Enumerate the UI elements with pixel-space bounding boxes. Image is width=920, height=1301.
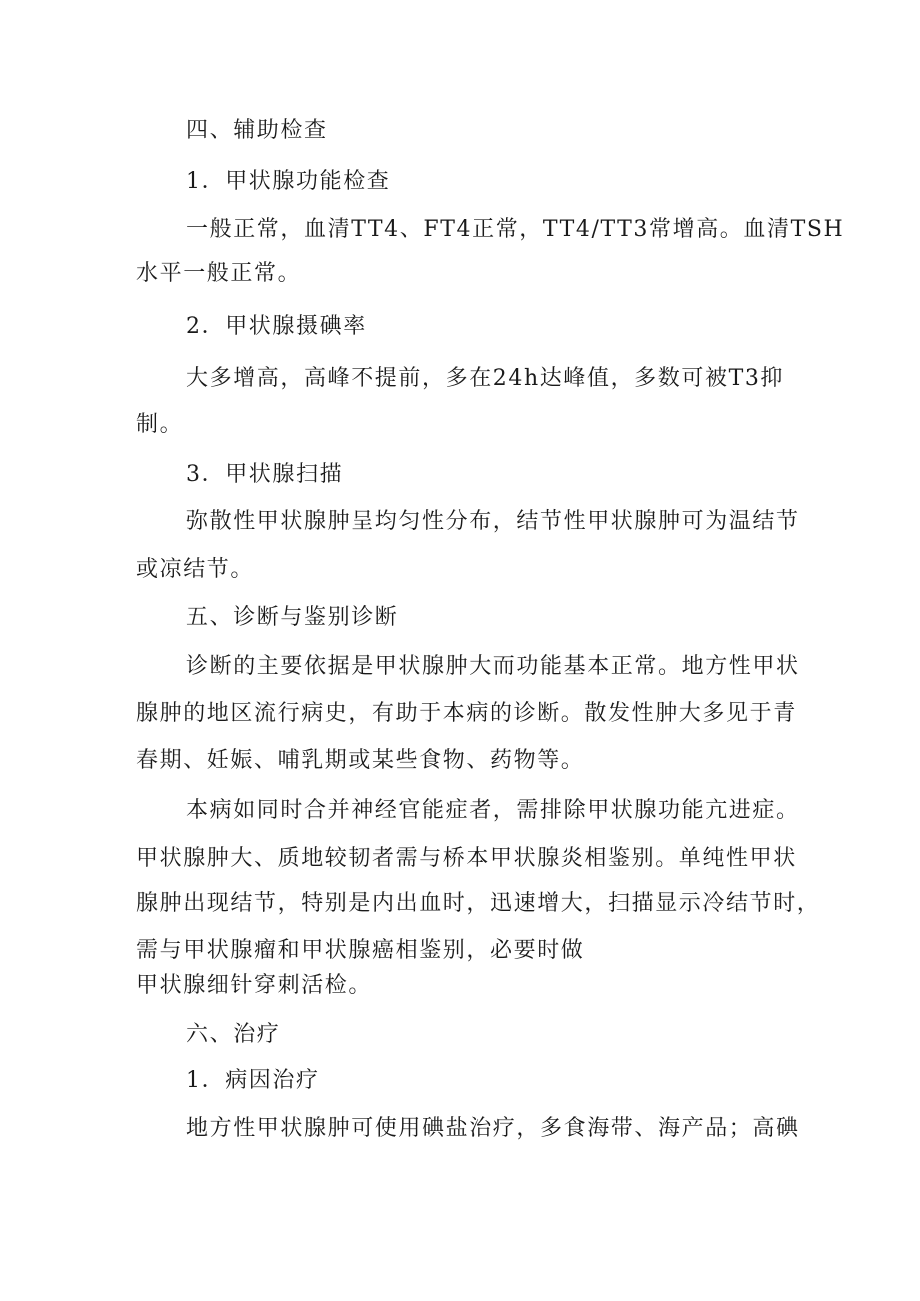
paragraph-line: 或凉结节。 [136,557,255,582]
section-heading-diagnosis: 五、诊断与鉴别诊断 [186,605,399,630]
subheading-iodine-uptake: 2．甲状腺摄碘率 [186,314,367,339]
paragraph-line: 大多增高，高峰不提前，多在24h达峰值，多数可被T3抑 [186,366,785,391]
paragraph-line: 甲状腺细针穿刺活检。 [136,973,373,998]
paragraph-line: 需与甲状腺瘤和甲状腺癌相鉴别，必要时做 [136,938,585,963]
paragraph-line: 春期、妊娠、哺乳期或某些食物、药物等。 [136,748,585,773]
paragraph-line: 甲状腺肿大、质地较韧者需与桥本甲状腺炎相鉴别。单纯性甲状 [136,846,797,871]
paragraph-line: 腺肿出现结节，特别是内出血时，迅速增大，扫描显示冷结节时， [136,891,821,916]
paragraph-line: 制。 [136,412,184,437]
subheading-thyroid-function: 1．甲状腺功能检查 [186,169,391,194]
paragraph-line: 本病如同时合并神经官能症者，需排除甲状腺功能亢进症。 [186,798,800,823]
section-heading-auxiliary-exams: 四、辅助检查 [186,118,328,143]
paragraph-line: 地方性甲状腺肿可使用碘盐治疗，多食海带、海产品；高碘 [186,1116,800,1141]
subheading-thyroid-scan: 3．甲状腺扫描 [186,462,344,487]
paragraph-line: 一般正常，血清TT4、FT4正常，TT4/TT3常增高。血清TSH [186,217,845,242]
paragraph-line: 弥散性甲状腺肿呈均匀性分布，结节性甲状腺肿可为温结节 [186,509,800,534]
subheading-etiologic-treatment: 1．病因治疗 [186,1068,320,1093]
paragraph-line: 水平一般正常。 [136,261,302,286]
section-heading-treatment: 六、治疗 [186,1022,281,1047]
paragraph-line: 腺肿的地区流行病史，有助于本病的诊断。散发性肿大多见于青 [136,701,797,726]
paragraph-line: 诊断的主要依据是甲状腺肿大而功能基本正常。地方性甲状 [186,654,800,679]
